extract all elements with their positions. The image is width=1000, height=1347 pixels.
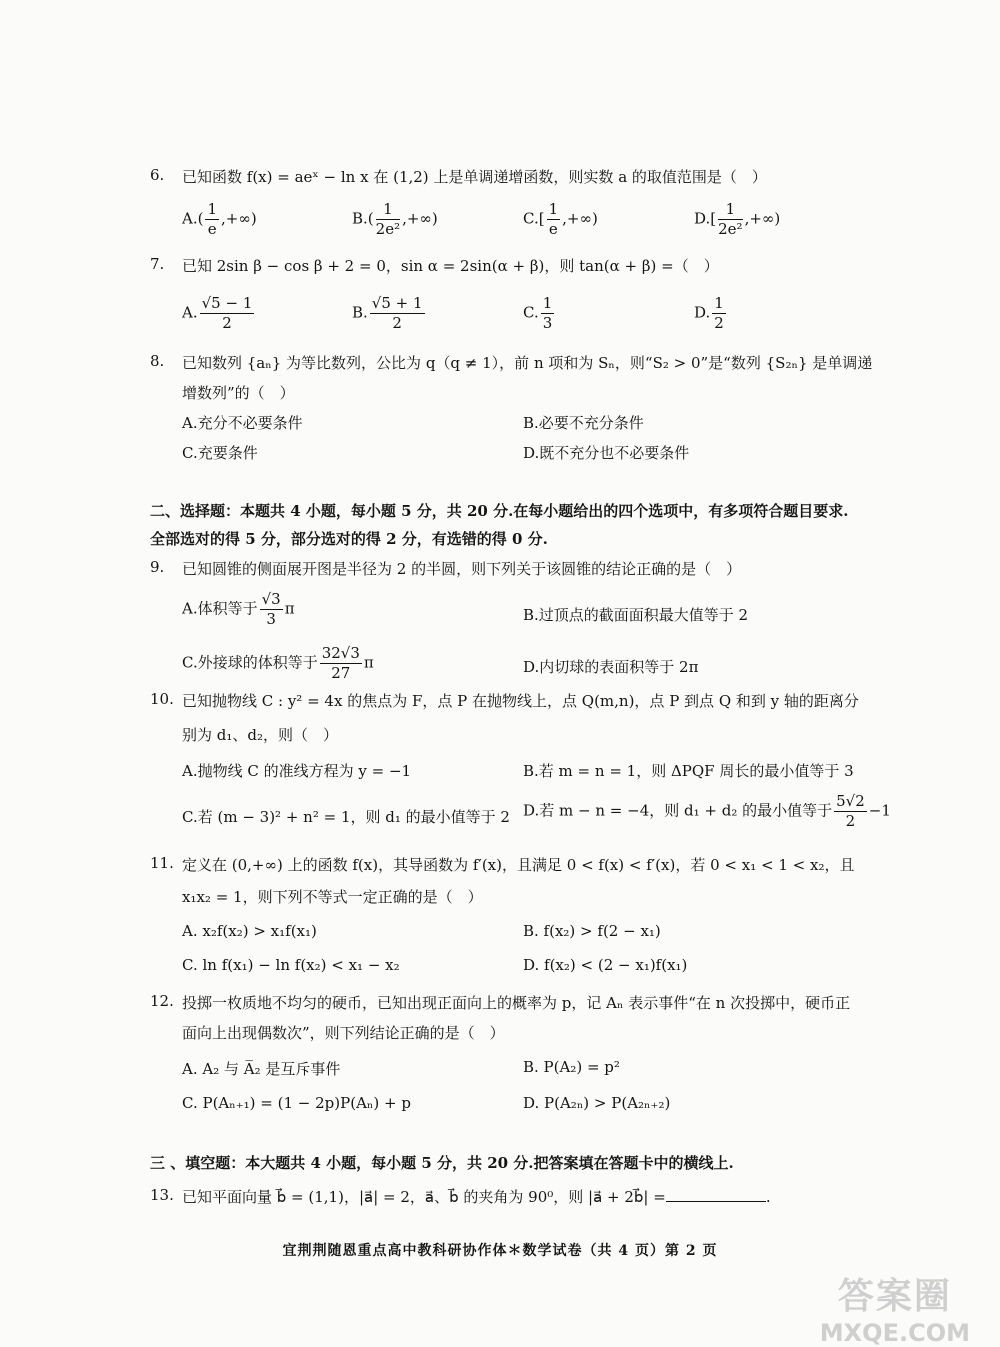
option-a: A. A₂ 与 A̅₂ 是互斥事件 bbox=[182, 1060, 341, 1078]
question-number: 10. bbox=[150, 690, 174, 708]
question-text-line1: 已知抛物线 C : y² = 4x 的焦点为 F，点 P 在抛物线上，点 Q(m,n)，点 P 到点 Q 和到 y 轴的距离分 bbox=[182, 692, 859, 710]
option-c: C.充要条件 bbox=[182, 444, 258, 462]
question-text-line2: 面向上出现偶数次”，则下列结论正确的是（ ） bbox=[182, 1024, 505, 1042]
question-text-line2: x₁x₂ = 1，则下列不等式一定正确的是（ ） bbox=[182, 888, 483, 906]
option-d: D. P(A₂ₙ) > P(A₂ₙ₊₂) bbox=[523, 1094, 671, 1112]
section-2-heading-line2: 全部选对的得 5 分，部分选对的得 2 分，有选错的得 0 分. bbox=[150, 530, 548, 548]
question-text: 已知 2sin β − cos β + 2 = 0，sin α = 2sin(α + β)，则 tan(α + β) =（ ） bbox=[182, 257, 719, 275]
question-text-line2: 别为 d₁、d₂，则（ ） bbox=[182, 726, 338, 744]
option-b: B.若 m = n = 1，则 ΔPQF 周长的最小值等于 3 bbox=[523, 762, 854, 780]
option-a: A.抛物线 C 的准线方程为 y = −1 bbox=[182, 762, 412, 780]
option-c: C.[ $\frac{1}{e}$ ,+∞) bbox=[523, 200, 598, 238]
option-b: B. P(A₂) = p² bbox=[523, 1058, 620, 1076]
question-number: 9. bbox=[150, 558, 165, 576]
question-text-line1: 定义在 (0,+∞) 上的函数 f(x)，其导函数为 f′(x)，且满足 0 < f(x) < f′(x)，若 0 < x₁ < 1 < x₂，且 bbox=[182, 856, 855, 874]
page-footer: 宜荆荆随恩重点高中教科研协作体＊数学试卷（共 4 页）第 2 页 bbox=[282, 1243, 718, 1259]
option-c: C. P(Aₙ₊₁) = (1 − 2p)P(Aₙ) + p bbox=[182, 1094, 411, 1112]
option-d: D.[ $\frac{1}{\text{2e²}}$ ,+∞) bbox=[694, 200, 781, 238]
option-a: A. $\frac{√5 - 1}{2}$ bbox=[182, 294, 253, 332]
option-d: D. f(x₂) < (2 − x₁)f(x₁) bbox=[523, 956, 688, 974]
option-d: D.若 m − n = −4，则 d₁ + d₂ 的最小值等于 $\frac{5√2}{2}$ −1 bbox=[523, 792, 891, 830]
option-b: B. f(x₂) > f(2 − x₁) bbox=[523, 922, 661, 940]
option-b: B.( $\frac{1}{\text{2e²}}$ ,+∞) bbox=[352, 200, 438, 238]
question-text-line1: 投掷一枚质地不均匀的硬币，已知出现正面向上的概率为 p，记 Aₙ 表示事件“在 n 次投掷中，硬币正 bbox=[182, 994, 851, 1012]
question-number: 6. bbox=[150, 166, 165, 184]
option-a: A.( $\frac{1}{e}$ ,+∞) bbox=[182, 200, 257, 238]
watermark-text: 答案圈 bbox=[837, 1276, 952, 1317]
option-c: C.若 (m − 3)² + n² = 1，则 d₁ 的最小值等于 2 bbox=[182, 808, 510, 826]
question-number: 11. bbox=[150, 854, 174, 872]
option-c: C.外接球的体积等于 $\frac{32√3}{27}$ π bbox=[182, 644, 374, 682]
option-b: B.过顶点的截面面积最大值等于 2 bbox=[523, 606, 749, 624]
option-c: C. ln f(x₁) − ln f(x₂) < x₁ − x₂ bbox=[182, 956, 400, 974]
answer-blank bbox=[666, 1187, 766, 1202]
option-d: D.既不充分也不必要条件 bbox=[523, 444, 690, 462]
question-number: 8. bbox=[150, 352, 165, 370]
option-b: B. $\frac{√5 + 1}{2}$ bbox=[352, 294, 423, 332]
question-text-line1: 已知数列 {aₙ} 为等比数列，公比为 q（q ≠ 1），前 n 项和为 Sₙ，则“S₂ > 0”是“数列 {S₂ₙ} 是单调递 bbox=[182, 354, 873, 372]
watermark-url: MXQE.COM bbox=[819, 1319, 970, 1347]
question-number: 12. bbox=[150, 992, 174, 1010]
watermark-logo bbox=[820, 1268, 970, 1347]
option-c: C. $\frac{1}{3}$ bbox=[523, 294, 553, 332]
question-number: 13. bbox=[150, 1186, 174, 1204]
option-d: D. $\frac{1}{2}$ bbox=[694, 294, 724, 332]
option-d: D.内切球的表面积等于 2π bbox=[523, 658, 699, 676]
option-a: A. x₂f(x₂) > x₁f(x₁) bbox=[182, 922, 317, 940]
option-a: A.充分不必要条件 bbox=[182, 414, 303, 432]
option-b: B.必要不充分条件 bbox=[523, 414, 644, 432]
question-text: 已知圆锥的侧面展开图是半径为 2 的半圆，则下列关于该圆锥的结论正确的是（ ） bbox=[182, 560, 742, 578]
section-3-heading: 三 、填空题：本大题共 4 小题，每小题 5 分，共 20 分.把答案填在答题卡中的横线上. bbox=[150, 1154, 734, 1172]
question-text: 已知函数 f(x) = aeˣ − ln x 在 (1,2) 上是单调递增函数，则实数 a 的取值范围是（ ） bbox=[182, 168, 767, 186]
option-a: A.体积等于 $\frac{√3}{3}$ π bbox=[182, 590, 295, 628]
question-number: 7. bbox=[150, 255, 165, 273]
question-text: 已知平面向量 b⃗ = (1,1)，|a⃗| = 2，a⃗、b⃗ 的夹角为 90⁰，则 |a⃗ + 2b⃗| = . bbox=[182, 1188, 771, 1206]
section-2-heading: 二、选择题：本题共 4 小题，每小题 5 分，共 20 分.在每小题给出的四个选项中，有多项符合题目要求. bbox=[150, 502, 849, 520]
question-text-line2: 增数列”的（ ） bbox=[182, 384, 295, 402]
